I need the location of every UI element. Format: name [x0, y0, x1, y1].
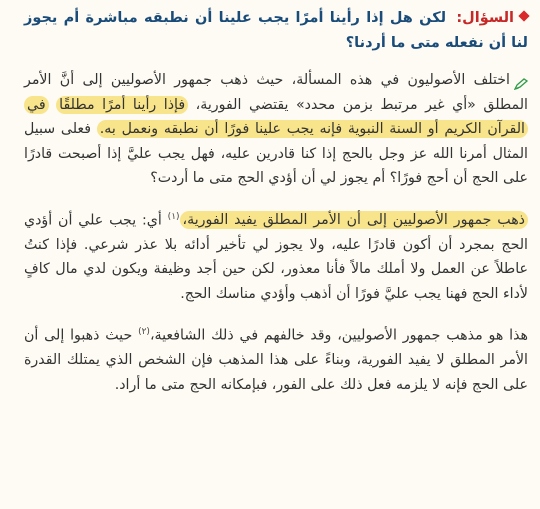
- highlight-mutlaq-b: في القرآن الكريم أو السنة النبوية فإنه يجب علينا فورًا أن نطبقه ونعمل به.: [24, 96, 528, 139]
- footnote-1[interactable]: (١): [167, 211, 180, 222]
- paragraph-3-rest: حيث ذهبوا إلى أن الأمر المطلق لا يفيد الفورية، وبناءً على هذا المذهب فإن الشخص الذي يمتلك القدرة على الحج فإنه لا يلزمه فعل ذلك على الفور، فبإمكانه الحج متى ما أراد.: [24, 327, 528, 393]
- paragraph-3: [24, 320, 528, 397]
- question-text: لكن هل إذا رأينا أمرًا يجب علينا أن نطبقه مباشرة أم يجوز لنا أن نفعله متى ما أردنا؟: [24, 10, 528, 51]
- paragraph-1-gap: [49, 97, 57, 113]
- highlight-mutlaq-a: فإذا رأينا أمرًا مطلقًا: [56, 96, 188, 114]
- highlight-jumhur: ذهب جمهور الأصوليين إلى أن الأمر المطلق يفيد الفورية،: [180, 211, 528, 229]
- question-block: [24, 6, 528, 56]
- paragraph-3-intro: هذا هو مذهب جمهور الأصوليين، وقد خالفهم في ذلك الشافعية،: [149, 327, 528, 344]
- paragraph-1-rest: فعلى سبيل المثال أمرنا الله عز وجل بالحج إذا كنا قادرين عليه، فهل يجب عليَّ إذا أصبحت قادرًا على الحج أن أحج فورًا؟ أم يجوز لي أن أؤدي الحج متى ما أردت؟: [24, 121, 528, 186]
- pencil-icon: [514, 74, 528, 86]
- paragraph-1: [24, 68, 528, 191]
- diamond-icon: [518, 10, 529, 21]
- paragraph-1-intro: اختلف الأصوليون في هذه المسألة، حيث ذهب جمهور الأصوليين إلى أنَّ الأمر المطلق «أي غير مرتبط بزمن محدد» يقتضي الفورية،: [24, 72, 528, 113]
- paragraph-2: [24, 205, 528, 307]
- question-label: السؤال:: [456, 10, 514, 26]
- answer-body: [24, 68, 528, 411]
- footnote-2[interactable]: (٢): [138, 327, 150, 338]
- paragraph-2-rest: أي: يجب علي أن أؤدي الحج بمجرد أن أكون قادرًا عليه، ولا يجوز لي تأخير أدائه بلا عذر شرعي. فإذا كنتُ عاطلاً عن العمل ولا أملك مالاً فأنا معذور، لكن حين أجد وظيفة ويكون لدي مال كافٍ لأداء الحج فهنا يجب عليَّ فورًا أن أذهب وأؤدي مناسك الحج.: [24, 212, 528, 302]
